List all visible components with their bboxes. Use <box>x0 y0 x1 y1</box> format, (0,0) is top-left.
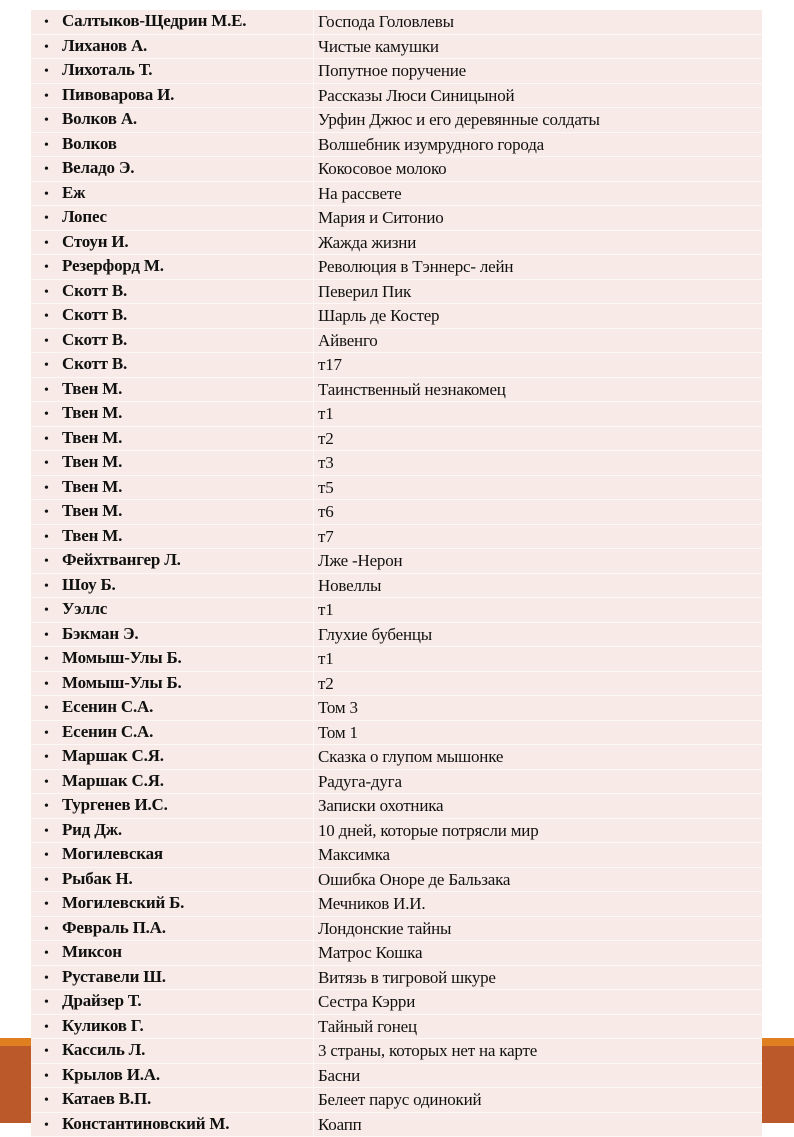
table-row <box>31 304 762 329</box>
table-row <box>31 328 762 353</box>
author-cell <box>31 328 314 353</box>
bullet-icon: • <box>44 39 49 55</box>
book-title: Попутное поручение <box>314 59 763 84</box>
author-cell <box>31 157 314 182</box>
book-title: Айвенго <box>314 328 763 353</box>
bullet-icon: • <box>44 529 49 545</box>
book-title: т1 <box>314 598 763 623</box>
bullet-icon: • <box>44 701 49 716</box>
book-title: Белеет парус одинокий <box>314 1088 763 1113</box>
book-title: Том 3 <box>314 696 763 721</box>
table-row <box>31 1014 762 1039</box>
table-row <box>31 549 762 574</box>
book-title: Лондонские тайны <box>314 916 763 941</box>
author-cell <box>31 279 314 304</box>
bullet-icon: • <box>44 88 49 104</box>
author-cell <box>31 696 314 721</box>
author-name: Пивоварова И. <box>62 84 175 104</box>
author-cell <box>31 500 314 525</box>
book-title: Жажда жизни <box>314 230 763 255</box>
book-title: Записки охотника <box>314 794 763 819</box>
bullet-icon: • <box>44 1117 49 1133</box>
author-cell <box>31 402 314 427</box>
table-row <box>31 59 762 84</box>
author-cell <box>31 1014 314 1039</box>
table-row <box>31 573 762 598</box>
bullet-icon: • <box>44 1093 49 1108</box>
book-title: т3 <box>314 451 763 476</box>
book-title: Тайный гонец <box>314 1014 763 1039</box>
author-cell <box>31 230 314 255</box>
bullet-icon: • <box>44 309 49 324</box>
author-cell <box>31 720 314 745</box>
table-row <box>31 671 762 696</box>
table-row <box>31 622 762 647</box>
author-name: Драйзер Т. <box>62 991 142 1010</box>
table-row <box>31 157 762 182</box>
bullet-icon: • <box>44 235 49 251</box>
author-cell <box>31 1039 314 1064</box>
author-name: Бэкман Э. <box>62 623 139 643</box>
table-row <box>31 1112 762 1137</box>
table-row <box>31 916 762 941</box>
book-title: Чистые камушки <box>314 34 763 59</box>
table-row <box>31 794 762 819</box>
table-row <box>31 720 762 745</box>
author-name: Маршак С.Я. <box>62 770 164 790</box>
book-title: Лже -Нерон <box>314 549 763 574</box>
bullet-icon: • <box>44 505 49 520</box>
author-cell <box>31 573 314 598</box>
author-cell <box>31 622 314 647</box>
author-cell <box>31 916 314 941</box>
book-title: Сказка о глупом мышонке <box>314 745 763 770</box>
author-name: Есенин С.А. <box>62 697 154 716</box>
table-row <box>31 500 762 525</box>
bullet-icon: • <box>44 382 49 398</box>
book-title: Таинственный незнакомец <box>314 377 763 402</box>
author-name: Фейхтвангер Л. <box>62 550 181 569</box>
author-name: Уэллс <box>62 599 108 618</box>
table-row <box>31 402 762 427</box>
author-cell <box>31 353 314 378</box>
author-cell <box>31 83 314 108</box>
book-title: Мария и Ситонио <box>314 206 763 231</box>
bullet-icon: • <box>44 652 49 667</box>
bullet-icon: • <box>44 823 49 839</box>
author-name: Шоу Б. <box>62 574 116 594</box>
author-cell <box>31 794 314 819</box>
book-title: т7 <box>314 524 763 549</box>
book-title: Сестра Кэрри <box>314 990 763 1015</box>
book-title: Матрос Кошка <box>314 941 763 966</box>
table-row <box>31 647 762 672</box>
author-name: Веладо Э. <box>62 158 135 177</box>
book-title: На рассвете <box>314 181 763 206</box>
author-name: Маршак С.Я. <box>62 746 164 765</box>
bullet-icon: • <box>44 848 49 863</box>
author-name: Лиханов А. <box>62 35 148 55</box>
author-cell <box>31 524 314 549</box>
author-name: Константиновский М. <box>62 1113 230 1133</box>
author-cell <box>31 1112 314 1137</box>
author-cell <box>31 818 314 843</box>
author-name: Руставели Ш. <box>62 966 166 986</box>
author-cell <box>31 304 314 329</box>
table-row <box>31 1088 762 1113</box>
author-name: Лопес <box>62 207 107 226</box>
book-title: Радуга-дуга <box>314 769 763 794</box>
bullet-icon: • <box>44 211 49 226</box>
table-row <box>31 181 762 206</box>
author-name: Катаев В.П. <box>62 1089 152 1108</box>
author-cell <box>31 181 314 206</box>
book-title: Певерил Пик <box>314 279 763 304</box>
book-list-body <box>31 10 762 1137</box>
author-cell <box>31 745 314 770</box>
bullet-icon: • <box>44 1044 49 1059</box>
bullet-icon: • <box>44 799 49 814</box>
author-name: Лихоталь Т. <box>62 60 153 79</box>
table-row <box>31 206 762 231</box>
table-row <box>31 769 762 794</box>
book-title: Том 1 <box>314 720 763 745</box>
table-row <box>31 867 762 892</box>
author-cell <box>31 549 314 574</box>
book-title: Рассказы Люси Синицыной <box>314 83 763 108</box>
book-title: Господа Головлевы <box>314 10 763 34</box>
author-name: Волков <box>62 133 117 153</box>
book-title: Витязь в тигровой шкуре <box>314 965 763 990</box>
author-name: Твен М. <box>62 476 123 496</box>
bullet-icon: • <box>44 162 49 177</box>
author-name: Рид Дж. <box>62 819 122 839</box>
bullet-icon: • <box>44 284 49 300</box>
bullet-icon: • <box>44 456 49 471</box>
bullet-icon: • <box>44 407 49 422</box>
bullet-icon: • <box>44 774 49 790</box>
book-title: Новеллы <box>314 573 763 598</box>
bullet-icon: • <box>44 554 49 569</box>
bullet-icon: • <box>44 995 49 1010</box>
book-title: Мечников И.И. <box>314 892 763 917</box>
author-name: Салтыков-Щедрин М.Е. <box>62 11 247 30</box>
author-name: Скотт В. <box>62 280 128 300</box>
bullet-icon: • <box>44 1068 49 1084</box>
author-cell <box>31 34 314 59</box>
author-name: Кассиль Л. <box>62 1040 146 1059</box>
table-row <box>31 353 762 378</box>
book-title: Урфин Джюс и его деревянные солдаты <box>314 108 763 133</box>
bullet-icon: • <box>44 480 49 496</box>
table-row <box>31 965 762 990</box>
author-name: Твен М. <box>62 403 123 422</box>
table-row <box>31 10 762 34</box>
author-cell <box>31 892 314 917</box>
author-name: Могилевская <box>62 844 163 863</box>
table-row <box>31 1063 762 1088</box>
bullet-icon: • <box>44 260 49 275</box>
author-name: Твен М. <box>62 378 123 398</box>
book-title: Басни <box>314 1063 763 1088</box>
bullet-icon: • <box>44 946 49 961</box>
author-name: Момыш-Улы Б. <box>62 672 182 692</box>
author-name: Февраль П.А. <box>62 917 166 937</box>
author-name: Могилевский Б. <box>62 893 185 912</box>
book-title: т6 <box>314 500 763 525</box>
author-name: Скотт В. <box>62 305 128 324</box>
book-title: т5 <box>314 475 763 500</box>
bullet-icon: • <box>44 897 49 912</box>
book-title: т1 <box>314 647 763 672</box>
book-title: т2 <box>314 426 763 451</box>
bullet-icon: • <box>44 603 49 618</box>
author-name: Скотт В. <box>62 354 128 373</box>
author-cell <box>31 206 314 231</box>
table-row <box>31 279 762 304</box>
book-title: Глухие бубенцы <box>314 622 763 647</box>
book-title: Кокосовое молоко <box>314 157 763 182</box>
author-cell <box>31 426 314 451</box>
table-row <box>31 426 762 451</box>
bullet-icon: • <box>44 750 49 765</box>
table-row <box>31 524 762 549</box>
book-title: Революция в Тэннерс- лейн <box>314 255 763 280</box>
author-name: Тургенев И.С. <box>62 795 168 814</box>
author-cell <box>31 843 314 868</box>
bullet-icon: • <box>44 725 49 741</box>
book-title: Шарль де Костер <box>314 304 763 329</box>
book-list-table <box>31 10 762 1137</box>
author-cell <box>31 941 314 966</box>
table-row <box>31 132 762 157</box>
book-title: т17 <box>314 353 763 378</box>
bullet-icon: • <box>44 333 49 349</box>
table-row <box>31 990 762 1015</box>
author-cell <box>31 671 314 696</box>
table-row <box>31 598 762 623</box>
book-title: Коапп <box>314 1112 763 1137</box>
bullet-icon: • <box>44 970 49 986</box>
author-name: Еж <box>62 182 86 202</box>
author-name: Волков А. <box>62 109 137 128</box>
bullet-icon: • <box>44 64 49 79</box>
table-row <box>31 818 762 843</box>
author-cell <box>31 451 314 476</box>
table-row <box>31 83 762 108</box>
table-row <box>31 696 762 721</box>
author-name: Миксон <box>62 942 122 961</box>
table-row <box>31 745 762 770</box>
author-name: Твен М. <box>62 427 123 447</box>
author-name: Крылов И.А. <box>62 1064 160 1084</box>
book-title: т2 <box>314 671 763 696</box>
bullet-icon: • <box>44 113 49 128</box>
author-cell <box>31 867 314 892</box>
author-cell <box>31 990 314 1015</box>
author-name: Момыш-Улы Б. <box>62 648 182 667</box>
book-title: т1 <box>314 402 763 427</box>
author-name: Куликов Г. <box>62 1015 144 1035</box>
table-row <box>31 941 762 966</box>
table-row <box>31 377 762 402</box>
author-cell <box>31 108 314 133</box>
author-cell <box>31 769 314 794</box>
table-row <box>31 451 762 476</box>
book-title: 10 дней, которые потрясли мир <box>314 818 763 843</box>
author-cell <box>31 255 314 280</box>
table-row <box>31 108 762 133</box>
book-title: Волшебник изумрудного города <box>314 132 763 157</box>
bullet-icon: • <box>44 186 49 202</box>
table-row <box>31 34 762 59</box>
bullet-icon: • <box>44 921 49 937</box>
author-name: Твен М. <box>62 452 123 471</box>
author-name: Стоун И. <box>62 231 129 251</box>
book-title: Ошибка Оноре де Бальзака <box>314 867 763 892</box>
bullet-icon: • <box>44 627 49 643</box>
bullet-icon: • <box>44 431 49 447</box>
table-row <box>31 892 762 917</box>
author-cell <box>31 132 314 157</box>
bullet-icon: • <box>44 872 49 888</box>
table-row <box>31 230 762 255</box>
author-name: Рыбак Н. <box>62 868 133 888</box>
bullet-icon: • <box>44 578 49 594</box>
table-row <box>31 843 762 868</box>
author-cell <box>31 377 314 402</box>
author-cell <box>31 1063 314 1088</box>
author-cell <box>31 965 314 990</box>
author-name: Скотт В. <box>62 329 128 349</box>
author-name: Твен М. <box>62 501 123 520</box>
bullet-icon: • <box>44 15 49 30</box>
author-cell <box>31 59 314 84</box>
book-title: Максимка <box>314 843 763 868</box>
author-cell <box>31 475 314 500</box>
author-cell <box>31 10 314 34</box>
bullet-icon: • <box>44 137 49 153</box>
table-row <box>31 1039 762 1064</box>
author-name: Есенин С.А. <box>62 721 154 741</box>
author-name: Резерфорд М. <box>62 256 164 275</box>
author-name: Твен М. <box>62 525 123 545</box>
author-cell <box>31 598 314 623</box>
book-title: 3 страны, которых нет на карте <box>314 1039 763 1064</box>
author-cell <box>31 647 314 672</box>
bullet-icon: • <box>44 1019 49 1035</box>
table-row <box>31 255 762 280</box>
author-cell <box>31 1088 314 1113</box>
bullet-icon: • <box>44 676 49 692</box>
table-row <box>31 475 762 500</box>
bullet-icon: • <box>44 358 49 373</box>
